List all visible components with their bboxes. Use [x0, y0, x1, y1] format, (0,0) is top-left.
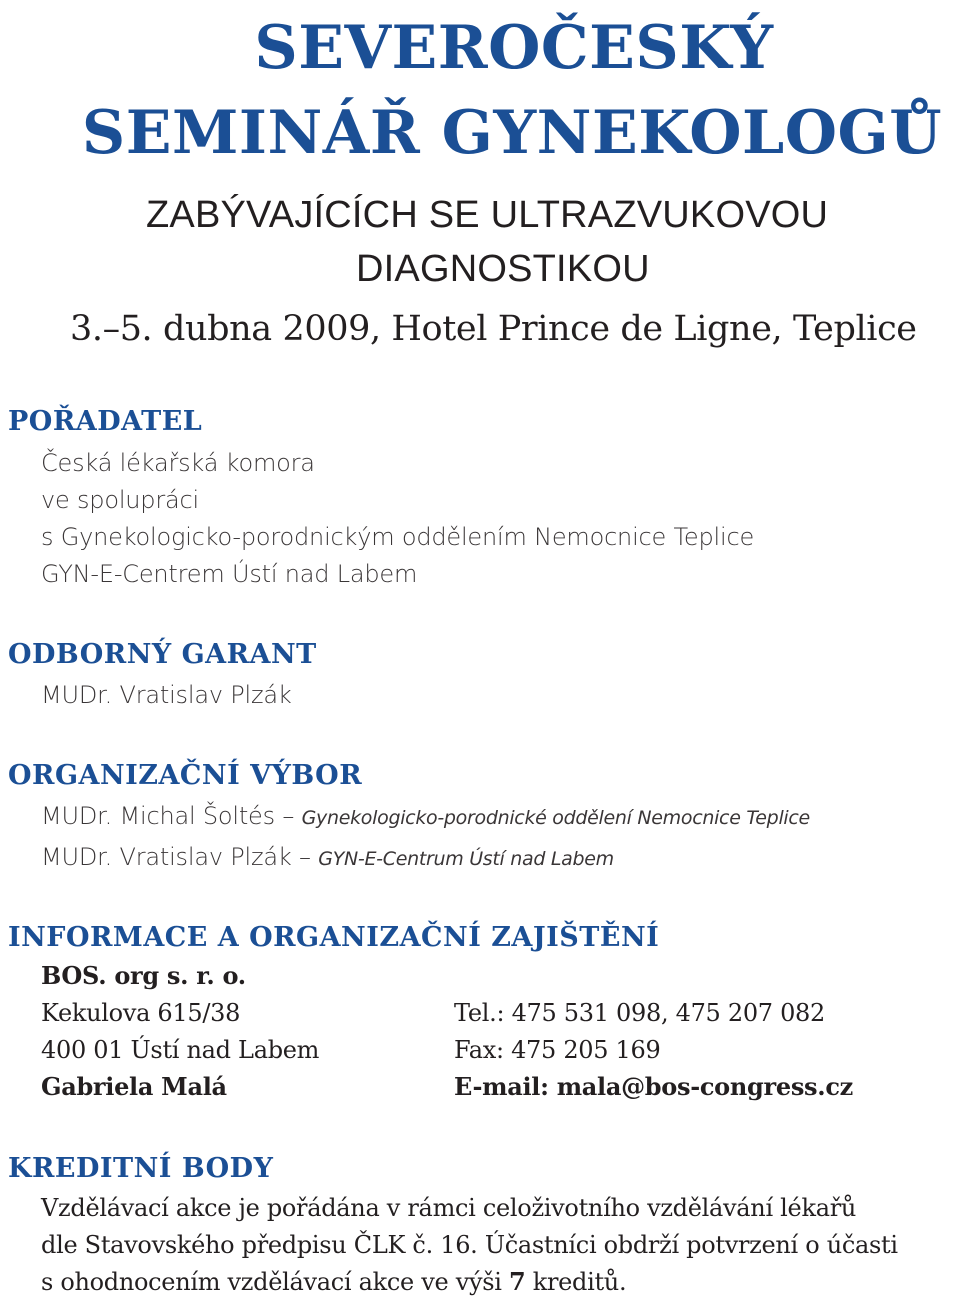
address-city: 400 01 Ústí nad Labem — [41, 1036, 320, 1064]
member-separator: – — [274, 802, 302, 830]
email-link[interactable]: E-mail: mala@bos-congress.cz — [454, 1072, 853, 1101]
kredity-line: Vzdělávací akce je pořádána v rámci celoživotního vzdělávání lékařů — [41, 1194, 857, 1222]
kredity-text: s ohodnocením vzdělávací akce ve výši — [41, 1268, 509, 1296]
title-line-1: SEVEROČESKÝ — [254, 13, 774, 83]
vybor-member — [41, 804, 810, 828]
section-heading-kredity: KREDITNÍ BODY — [8, 1153, 274, 1184]
member-name: MUDr. Michal Šoltés — [41, 802, 275, 830]
section-heading-poradatel: POŘADATEL — [8, 406, 203, 437]
member-name: MUDr. Vratislav Plzák — [41, 843, 292, 871]
kredity-text: kreditů. — [525, 1268, 627, 1296]
subtitle-line-1: ZABÝVAJÍCÍCH SE ULTRAZVUKOVOU — [146, 194, 829, 236]
member-separator: – — [291, 843, 319, 871]
garant-name: MUDr. Vratislav Plzák — [41, 681, 292, 709]
poradatel-line: GYN-E-Centrem Ústí nad Labem — [41, 560, 418, 588]
kredity-line — [41, 1267, 627, 1296]
title-line-2: SEMINÁŘ GYNEKOLOGŮ — [81, 98, 943, 168]
member-affiliation: GYN-E-Centrum Ústí nad Labem — [318, 848, 614, 870]
kredity-line: dle Stavovského předpisu ČLK č. 16. Účastníci obdrží potvrzení o účasti — [41, 1231, 898, 1259]
section-heading-informace: INFORMACE A ORGANIZAČNÍ ZAJIŠTĚNÍ — [8, 922, 660, 953]
fax: Fax: 475 205 169 — [454, 1036, 661, 1064]
credit-count: 7 — [508, 1267, 526, 1296]
company-name: BOS. org s. r. o. — [41, 961, 246, 990]
section-heading-vybor: ORGANIZAČNÍ VÝBOR — [8, 760, 363, 791]
address-street: Kekulova 615/38 — [41, 999, 241, 1027]
date-location: 3.–5. dubna 2009, Hotel Prince de Ligne, Teplice — [70, 309, 917, 349]
poradatel-line: s Gynekologicko-porodnickým oddělením Nemocnice Teplice — [41, 523, 755, 551]
phone: Tel.: 475 531 098, 475 207 082 — [454, 999, 825, 1027]
contact-person: Gabriela Malá — [41, 1072, 227, 1101]
poradatel-line: Česká lékařská komora — [41, 449, 315, 477]
vybor-member — [41, 845, 614, 869]
section-heading-garant: ODBORNÝ GARANT — [8, 639, 317, 670]
poradatel-line: ve spolupráci — [41, 486, 199, 514]
member-affiliation: Gynekologicko-porodnické oddělení Nemocnice Teplice — [301, 807, 810, 829]
subtitle-line-2: DIAGNOSTIKOU — [356, 248, 650, 290]
